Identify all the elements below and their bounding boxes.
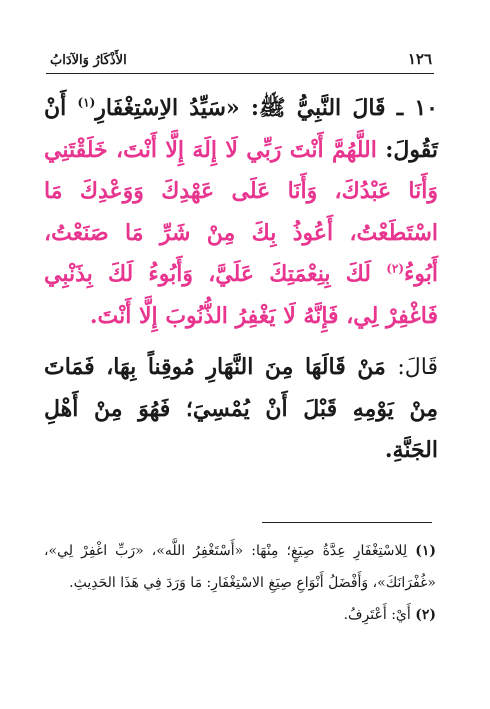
hadith-intro-2: أَنْ تَقُولَ: [44, 95, 438, 163]
footnote-1 [44, 535, 436, 599]
hadith-intro: ١٠ ـ قَالَ النَّبِيُّ ﷺ: «سَيِّدُ الاِسْتِغْفَارِ [95, 95, 438, 121]
hadith-text [44, 88, 438, 472]
header-divider [46, 73, 434, 74]
footnote-divider [262, 522, 432, 523]
footnotes [44, 535, 436, 631]
footnote-1-text: لِلاسْتِغْفَارِ عِدَّةُ صِيَغٍ؛ مِنْهَا: «أَسْتَغْفِرُ اللَّه»، «رَبِّ اغْفِرْ لِي»، «غُفْرَانَكَ»، وَأَفْضَلُ أَنْوَاعِ صِيَغِ الاسْتِغْفَارِ: مَا وَرَدَ فِي هَذَا الحَدِيثِ. [44, 543, 436, 591]
hadith-paragraph [44, 88, 438, 337]
footnote-2 [44, 599, 436, 631]
dua-text-part2: لَكَ بِنِعْمَتِكَ عَلَيَّ، وَأَبُوءُ لَكَ بِذَنْبِي فَاغْفِرْ لِي، فَإِنَّهُ لَا يَغْفِرُ الذُّنُوبَ إِلَّا أَنْتَ. [44, 261, 438, 329]
footnote-ref-1: (١) [77, 95, 96, 110]
book-title: الأَذْكَارُ وَالآدَابُ [50, 53, 127, 68]
qal-label: قَالَ: [397, 355, 438, 380]
page-header [50, 46, 432, 68]
footnote-1-number: (١) [415, 543, 436, 559]
hadith-closing-paragraph [44, 347, 438, 472]
footnote-2-text: أَيْ: أَعْتَرِفُ. [343, 607, 411, 623]
hadith-closing: مَنْ قَالَهَا مِنَ النَّهَارِ مُوقِناً بِهَا، فَمَاتَ مِنْ يَوْمِهِ قَبْلَ أَنْ يُمْسِيَ؛ فَهُوَ مِنْ أَهْلِ الجَنَّةِ. [44, 354, 438, 463]
page-number: ١٢٦ [407, 50, 432, 68]
dua-text-part1: اللَّهُمَّ أَنْتَ رَبِّي لَا إِلَهَ إِلَّا أَنْتَ، خَلَقْتَنِي وَأَنَا عَبْدُكَ، وَأَنَا عَلَى عَهْدِكَ وَوَعْدِكَ مَا اسْتَطَعْتُ، أَعُوذُ بِكَ مِنْ شَرِّ مَا صَنَعْتُ، أَبُوءُ [44, 136, 438, 287]
footnote-2-number: (٢) [415, 607, 436, 623]
footnote-ref-2: (٢) [386, 261, 405, 276]
